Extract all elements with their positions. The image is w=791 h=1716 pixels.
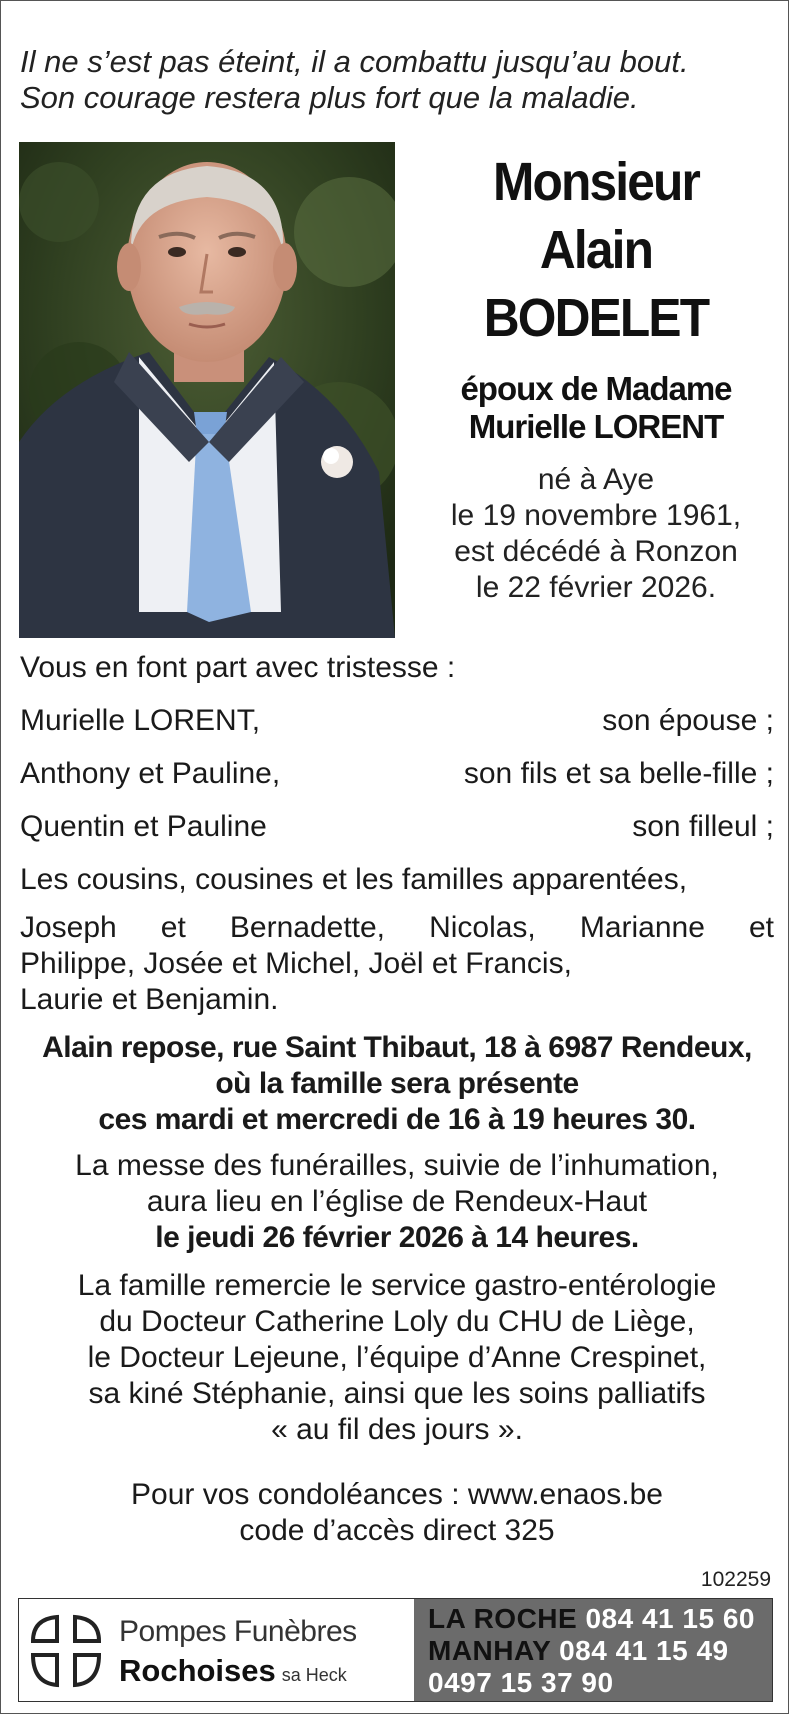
names-line-2: Philippe, Josée et Michel, Joël et Francis, (20, 947, 572, 980)
family-relation: son filleul ; (632, 810, 774, 843)
contact-city: LA ROCHE (428, 1603, 578, 1634)
spouse-line-2: Murielle LORENT (468, 408, 724, 445)
funeral-home-banner (18, 1598, 773, 1702)
names-line-3: Laurie et Benjamin. (20, 983, 279, 1016)
quote-line-2: Son courage restera plus fort que la maladie. (20, 80, 639, 115)
family-name: Anthony et Pauline, (20, 757, 281, 790)
portrait-photo (19, 142, 395, 638)
spouse-info (408, 370, 784, 446)
contact-mobile: 0497 15 37 90 (428, 1667, 614, 1698)
family-name: Murielle LORENT, (20, 704, 261, 737)
condolences-line-1: Pour vos condoléances : www.enaos.be (131, 1478, 663, 1511)
reference-number: 102259 (700, 1568, 771, 1591)
thanks-line-2: du Docteur Catherine Loly du CHU de Liège, (99, 1305, 695, 1338)
names-line-1: Joseph et Bernadette, Nicolas, Marianne et (20, 911, 774, 944)
contact-row-3 (428, 1667, 772, 1699)
thanks-line-1: La famille remercie le service gastro-entérologie (77, 1269, 717, 1302)
brand-line-2 (119, 1653, 347, 1689)
birth-line-3: est décédé à Ronzon (454, 535, 738, 568)
condolences-line-2: code d’accès direct 325 (239, 1514, 555, 1547)
memorial-quote (20, 44, 780, 116)
family-row (20, 756, 774, 792)
birth-line-1: né à Aye (537, 463, 655, 496)
birth-line-2: le 19 novembre 1961, (450, 499, 742, 532)
contact-row-1 (428, 1603, 772, 1635)
cousins-line: Les cousins, cousines et les familles apparentées, (20, 863, 688, 896)
funeral-date: le jeudi 26 février 2026 à 14 heures. (155, 1221, 639, 1254)
title: Monsieur (492, 152, 700, 212)
cross-logo-icon (27, 1611, 105, 1691)
family-relation: son épouse ; (602, 704, 774, 737)
brand-suffix: sa Heck (281, 1665, 347, 1685)
family-relation: son fils et sa belle-fille ; (463, 757, 774, 790)
family-row (20, 703, 774, 739)
family-intro: Vous en font part avec tristesse : (20, 651, 456, 684)
spouse-line-1: époux de Madame (460, 370, 732, 407)
family-row (20, 809, 774, 845)
contact-phone: 084 41 15 49 (559, 1635, 729, 1666)
last-name: BODELET (483, 288, 709, 348)
contact-row-2 (428, 1635, 772, 1667)
funeral-line-1: La messe des funérailles, suivie de l’inhumation, (75, 1149, 719, 1182)
brand-name: Rochoises (119, 1653, 276, 1688)
repose-line-2: où la famille sera présente (215, 1067, 579, 1100)
repose-line-1: Alain repose, rue Saint Thibaut, 18 à 6987 Rendeux, (42, 1031, 752, 1064)
thanks-line-4: sa kiné Stéphanie, ainsi que les soins palliatifs (88, 1377, 706, 1410)
deceased-name-block (408, 148, 784, 606)
quote-line-1: Il ne s’est pas éteint, il a combattu jusqu’au bout. (20, 44, 689, 79)
first-name: Alain (539, 220, 653, 280)
family-name: Quentin et Pauline (20, 810, 267, 843)
funeral-line-2: aura lieu en l’église de Rendeux-Haut (146, 1185, 648, 1218)
portrait-illustration (19, 142, 395, 638)
contact-phone: 084 41 15 60 (585, 1603, 755, 1634)
birth-line-4: le 22 février 2026. (475, 571, 717, 604)
brand-line-1: Pompes Funèbres (119, 1615, 357, 1648)
repose-line-3: ces mardi et mercredi de 16 à 19 heures 30. (98, 1103, 696, 1136)
birth-death-info (408, 462, 784, 606)
contact-city: MANHAY (428, 1635, 551, 1666)
thanks-line-5: « au fil des jours ». (271, 1413, 523, 1446)
thanks-line-3: le Docteur Lejeune, l’équipe d’Anne Crespinet, (87, 1341, 707, 1374)
contact-panel (414, 1599, 772, 1701)
